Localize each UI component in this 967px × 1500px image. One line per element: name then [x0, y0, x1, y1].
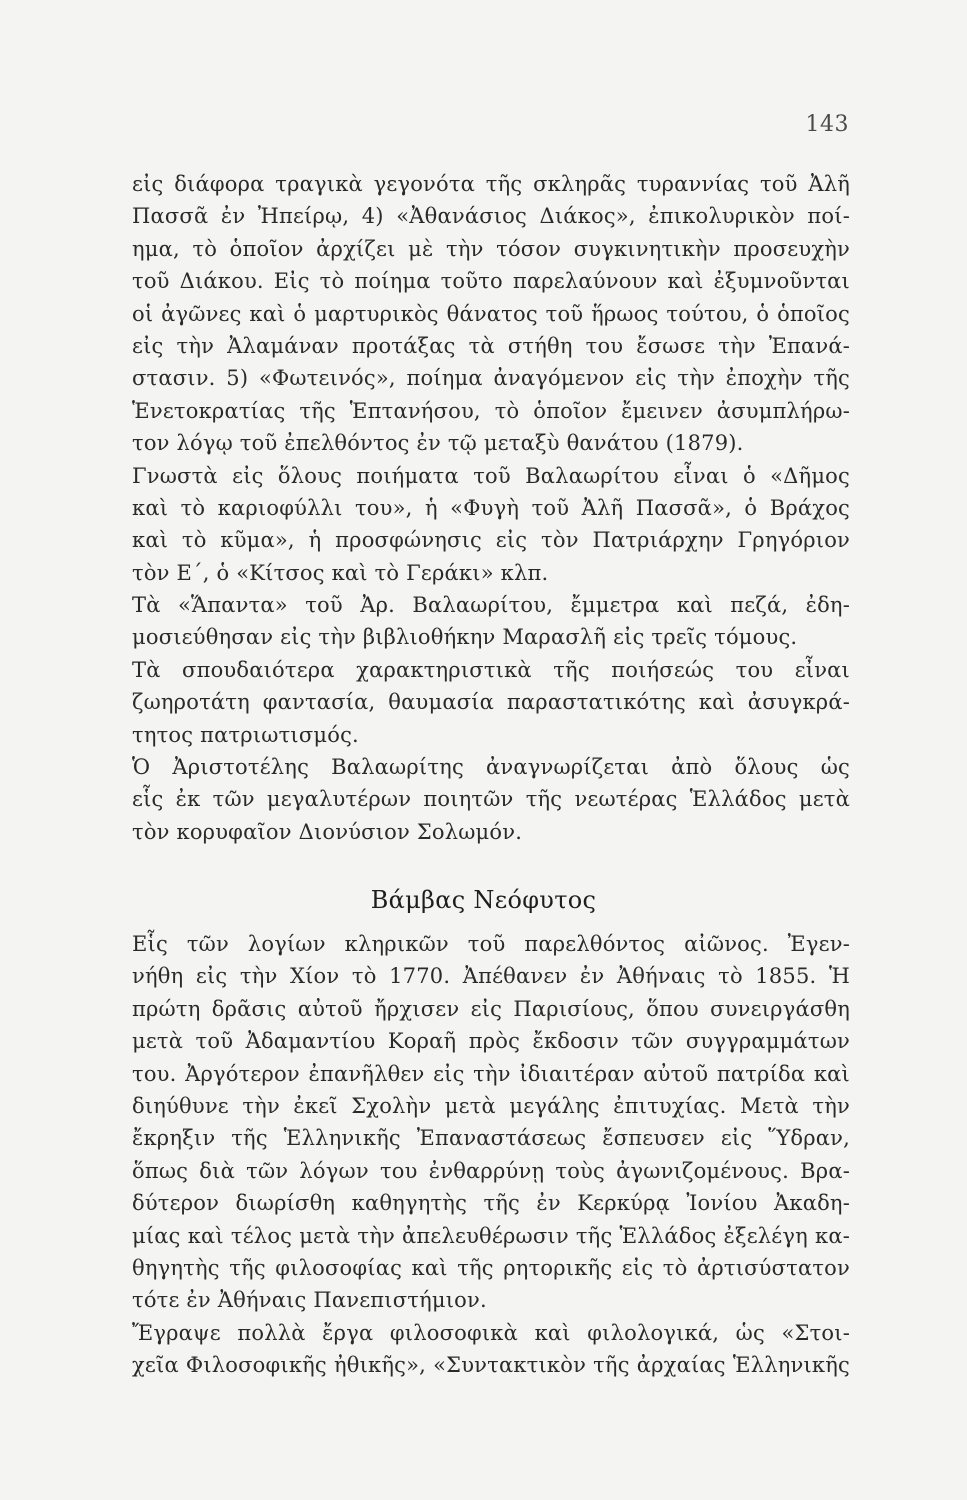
text-line: θηγητὴς τῆς φιλοσοφίας καὶ τῆς ρητορικῆς εἰς τὸ ἀρτισύστατον — [132, 1255, 850, 1280]
text-line: Γνωστὰ εἰς ὅλους ποιήματα τοῦ Βαλαωρίτου εἶναι ὁ «Δῆμος — [132, 463, 850, 488]
text-line: νήθη εἰς τὴν Χίον τὸ 1770. Ἀπέθανεν ἐν Ἀθήναις τὸ 1855. Ἡ — [132, 964, 850, 989]
text-line: στασιν. 5) «Φωτεινός», ποίημα ἀναγόμενον εἰς τὴν ἐποχὴν τῆς — [132, 366, 850, 391]
text-line: μοσιεύθησαν εἰς τὴν βιβλιοθήκην Μαρασλῆ εἰς τρεῖς τόμους. — [132, 625, 798, 650]
text-line: διηύθυνε τὴν ἐκεῖ Σχολὴν μετὰ μεγάλης ἐπιτυχίας. Μετὰ τὴν — [132, 1093, 850, 1118]
text-line: του. Ἀργότερον ἐπανῆλθεν εἰς τὴν ἰδιαιτέραν αὐτοῦ πατρίδα καὶ — [132, 1061, 850, 1086]
section-two-text — [132, 928, 850, 1381]
text-line: Τὰ σπουδαιότερα χαρακτηριστικὰ τῆς ποιήσεώς του εἶναι — [132, 657, 850, 682]
text-line: ζωηροτάτη φαντασία, θαυμασία παραστατικότης καὶ ἀσυγκρά- — [132, 690, 850, 715]
text-line: τὸν Ε΄, ὁ «Κίτσος καὶ τὸ Γεράκι» κλπ. — [132, 560, 549, 585]
text-line: ὅπως διὰ τῶν λόγων του ἐνθαρρύνῃ τοὺς ἀγωνιζομένους. Βρα- — [132, 1158, 850, 1183]
text-line: καὶ τὸ καριοφύλλι του», ἡ «Φυγὴ τοῦ Ἀλῆ Πασσᾶ», ὁ Βράχος — [132, 495, 850, 520]
text-line: οἱ ἀγῶνες καὶ ὁ μαρτυρικὸς θάνατος τοῦ ἥρωος τούτου, ὁ ὁποῖος — [132, 301, 850, 326]
text-line: Ἔγραψε πολλὰ ἔργα φιλοσοφικὰ καὶ φιλολογικά, ὡς «Στοι- — [132, 1320, 850, 1345]
text-line: Τὰ «Ἅπαντα» τοῦ Ἀρ. Βαλαωρίτου, ἔμμετρα καὶ πεζά, ἐδη- — [132, 593, 850, 618]
text-line: πρώτη δρᾶσις αὐτοῦ ἤρχισεν εἰς Παρισίους, ὅπου συνειργάσθη — [132, 996, 850, 1021]
text-line: καὶ τὸ κῦμα», ἡ προσφώνησις εἰς τὸν Πατριάρχην Γρηγόριον — [132, 528, 850, 553]
text-line: μετὰ τοῦ Ἀδαμαντίου Κοραῆ πρὸς ἔκδοσιν τῶν συγγραμμάτων — [132, 1029, 850, 1054]
text-line: Ἑνετοκρατίας τῆς Ἑπτανήσου, τὸ ὁποῖον ἔμεινεν ἀσυμπλήρω- — [132, 398, 850, 423]
text-line: τοῦ Διάκου. Εἰς τὸ ποίημα τοῦτο παρελαύνουν καὶ ἐξυμνοῦνται — [132, 269, 850, 294]
text-line: εἷς ἐκ τῶν μεγαλυτέρων ποιητῶν τῆς νεωτέρας Ἑλλάδος μετὰ — [132, 787, 850, 812]
text-line: τον λόγῳ τοῦ ἐπελθόντος ἐν τῷ μεταξὺ θανάτου (1879). — [132, 431, 744, 456]
text-line: Πασσᾶ ἐν Ἠπείρῳ, 4) «Ἀθανάσιος Διάκος», ἐπικολυρικὸν ποί- — [132, 204, 850, 229]
text-line: εἰς διάφορα τραγικὰ γεγονότα τῆς σκληρᾶς τυραννίας τοῦ Ἀλῆ — [132, 172, 850, 196]
text-line: μίας καὶ τέλος μετὰ τὴν ἀπελευθέρωσιν τῆς Ἑλλάδος ἐξελέγη κα- — [132, 1223, 850, 1248]
text-line: τητος πατριωτισμός. — [132, 722, 359, 747]
text-line: εἰς τὴν Ἀλαμάναν προτάξας τὰ στήθη του ἔσωσε τὴν Ἐπανά- — [132, 333, 850, 358]
text-line: χεῖα Φιλοσοφικῆς ἠθικῆς», «Συντακτικὸν τῆς ἀρχαίας Ἑλληνικῆς — [132, 1353, 850, 1378]
text-line: δύτερον διωρίσθη καθηγητὴς τῆς ἐν Κερκύρᾳ Ἰονίου Ἀκαδη- — [132, 1191, 850, 1216]
text-line: τότε ἐν Ἀθήναις Πανεπιστήμιον. — [132, 1288, 487, 1313]
text-line: Εἷς τῶν λογίων κληρικῶν τοῦ παρελθόντος αἰῶνος. Ἐγεν- — [132, 932, 850, 956]
text-line: ἔκρηξιν τῆς Ἑλληνικῆς Ἐπαναστάσεως ἔσπευσεν εἰς Ὕδραν, — [132, 1126, 850, 1151]
page-number: 143 — [805, 112, 849, 137]
section-heading: Βάμβας Νεόφυτος — [370, 886, 597, 914]
text-line: τὸν κορυφαῖον Διονύσιον Σολωμόν. — [132, 819, 523, 844]
text-line: Ὁ Ἀριστοτέλης Βαλαωρίτης ἀναγνωρίζεται ἀπὸ ὅλους ὡς — [132, 755, 850, 780]
section-one-text — [132, 168, 850, 848]
text-line: ημα, τὸ ὁποῖον ἀρχίζει μὲ τὴν τόσον συγκινητικὴν προσευχὴν — [132, 236, 850, 261]
